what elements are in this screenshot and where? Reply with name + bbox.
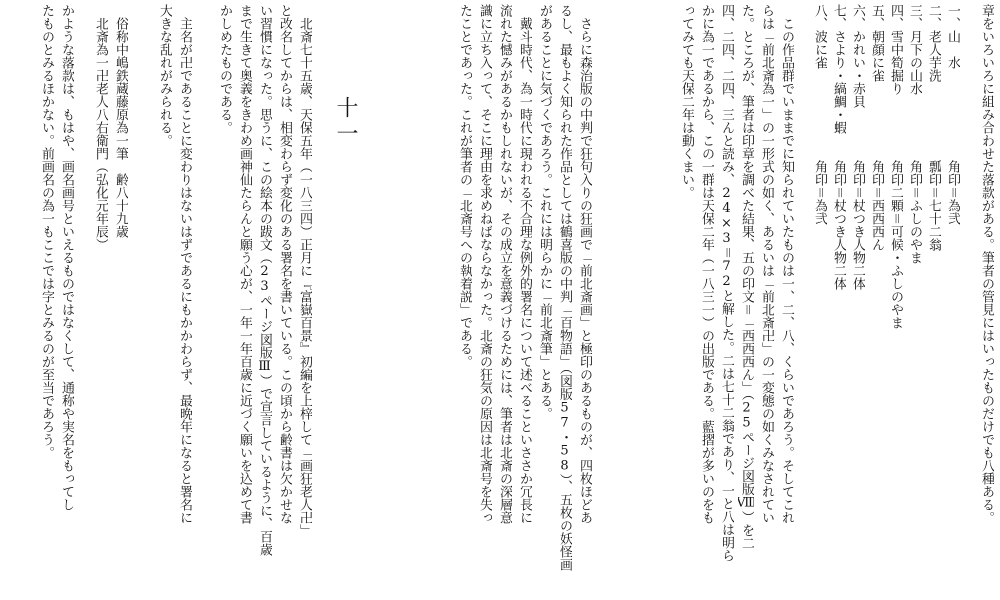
signature-example: 俗称中嶋鉄蔵藤原為一筆 齢八十九歳 [113, 4, 128, 238]
text-line: まで生きて奥義をきわめ画神仙たらんと願う心が、一年一年百歳に近づく願いを込めて書 [237, 4, 252, 524]
list-item: 三、月下の山水 角印＝ふしのやま [907, 4, 922, 264]
text-line: かしめたものである。 [217, 4, 232, 134]
list-item: 六、かれい・赤貝 角印＝杖つき人物二体 [850, 4, 865, 290]
list-item: 八、波に雀 角印＝為弐 [812, 4, 827, 225]
text-line: らは「前北斎為一」の一形式の如く、あるいは「前北斎卍」の一変態の如くみなされてい [759, 4, 774, 524]
text-line: と改名してからは、相変わらず変化のある署名を書いている。この頃から齢書は欠かせな [277, 4, 292, 524]
text-line: 章をいろいろに組み合わせた落款がある。筆者の管見にはいったものだけでも八種ある。 [979, 4, 994, 524]
list-item: 二、老人芋洗 瓢印＝七十二翁 [926, 4, 941, 251]
text-line: 主名が卍であることに変わりはないはずであるにもかかわらず、最晩年になると署名に [177, 4, 192, 524]
text-line: 流れた憾みがあるかもしれないが、その成立を意義づけるためには、筆者は北斎の深層意 [497, 4, 512, 524]
text-line: たことであった。これが筆者の「北斎号への執着説」である。 [457, 4, 472, 368]
list-item: 一、山 水 角印＝為弐 [945, 4, 960, 225]
list-item: 四、雪中筍掘り 角印二顆＝可候・ふしのやま [888, 4, 903, 329]
text-line: さらに森治版の中判で狂句入りの狂画で「前北斎画」と極印のあるものが、四枚ほどあ [577, 4, 592, 524]
text-line: 識に立ち入って、そこに理由を求めねばならなかった。北斎の狂気の原因は北斎号を失っ [477, 4, 492, 524]
text-line: い習慣になった。思うに、この絵本の跋文（23ページ図版Ⅲ）で宣言しているように、百歳 [257, 4, 272, 556]
text-line: 戴斗時代、為一時代に現われる不合理な例外的署名について述べることいささか冗長に [517, 4, 532, 524]
text-line: かに為一であるから、この一群は天保二年（一八三一）の出版である。藍摺が多いのをも [699, 4, 714, 524]
text-line: 大きな乱れがみられる。 [157, 4, 172, 147]
text-line: た。ところが、筆者は印章を調べた結果、五の印文＝「西西西ん」（25ページ図版Ⅷ）を二 [739, 4, 754, 550]
list-item: 五、朝顔に雀 角印＝西西西ん [869, 4, 884, 251]
list-item: 七、さより・縞鯛・蝦 角印＝杖つき人物二体 [831, 4, 846, 290]
text-line: 北斎七十五歳、天保五年（一八三四）正月に『富嶽百景』初編を上梓して「画狂老人卍」 [297, 4, 312, 537]
chapter-heading: 十一 [333, 96, 358, 148]
text-line: この作品群でいままでに知られていたものは一、二、八、くらいであろう。そしてこれ [779, 4, 794, 524]
text-line: たものとみるほかない。前画名の為一もここでは字とみるのが至当であろう。 [39, 4, 54, 459]
text-line: があることに気づくであろう。これには明らかに「前北斎筆」とある。 [537, 4, 552, 420]
text-line: 四、二四、二四、三んと読み、24×3＝72と解した。二は七十二翁であり、一と八は明ら [719, 4, 734, 562]
text-line: ってみても天保二年は動くまい。 [679, 4, 694, 199]
text-line: るし、最もよく知られた作品としては鶴喜版の中判「百物語」（図版57・58）、五枚の妖怪画 [557, 4, 572, 571]
text-line: かような落款は、もはや、画名画号といえるものではなくして、通称や実名をもってし [59, 4, 74, 511]
signature-example: 北斎為一卍老人八右衛門（弘化元年辰） [93, 4, 108, 251]
